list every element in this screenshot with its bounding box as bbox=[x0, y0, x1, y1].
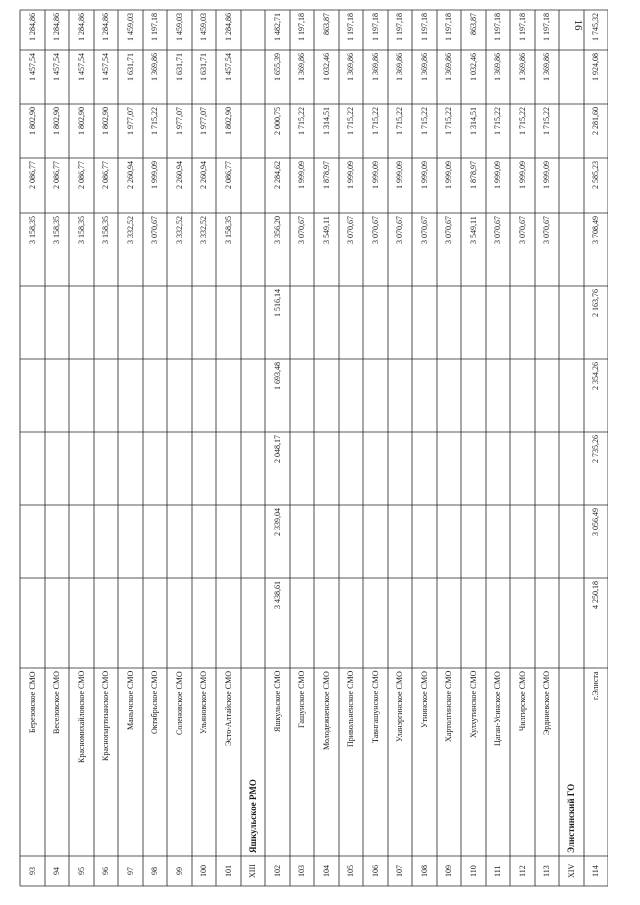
tariff-value: 1 369,86 bbox=[419, 53, 429, 81]
row-number: XIV bbox=[566, 863, 576, 878]
tariff-value: 863,87 bbox=[321, 13, 331, 35]
tariff-value: 1 369,86 bbox=[346, 53, 355, 81]
tariff-value: 1 369,86 bbox=[517, 53, 527, 81]
tariff-value: 1 802,90 bbox=[223, 107, 233, 135]
tariff-value: 1 715,22 bbox=[150, 107, 159, 135]
row-number: 105 bbox=[346, 865, 355, 877]
tariff-value: 2 260,94 bbox=[125, 161, 135, 189]
tariff-value: 2 354,26 bbox=[591, 362, 600, 390]
tariff-value: 1 284,86 bbox=[223, 13, 233, 41]
tariff-value: 3 438,61 bbox=[272, 581, 282, 609]
tariff-value: 3 158,35 bbox=[76, 216, 86, 244]
tariff-value: 3 070,67 bbox=[395, 216, 404, 244]
tariff-value: 1 369,86 bbox=[297, 53, 306, 81]
municipality-name: Молодежненское СМО bbox=[321, 671, 331, 750]
tariff-value: 1 999,09 bbox=[346, 161, 355, 189]
tariff-value: 3 070,67 bbox=[542, 216, 551, 244]
row-number: 109 bbox=[444, 865, 453, 877]
tariff-value: 2 048,17 bbox=[272, 435, 282, 463]
tariff-value: 2 260,94 bbox=[174, 161, 184, 189]
row-number: 103 bbox=[297, 865, 306, 877]
tariff-value: 1 715,22 bbox=[444, 107, 453, 135]
tariff-value: 1 369,86 bbox=[395, 53, 404, 81]
municipality-name: Соленовское СМО bbox=[174, 671, 184, 735]
tariff-value: 2 086,77 bbox=[223, 161, 233, 189]
tariff-value: 1 457,54 bbox=[52, 53, 61, 81]
municipality-name: Березовское СМО bbox=[27, 671, 37, 733]
tariff-value: 1 032,46 bbox=[468, 53, 478, 81]
tariff-value: 1 715,22 bbox=[517, 107, 527, 135]
tariff-value: 3 070,67 bbox=[419, 216, 429, 244]
tariff-value: 1 631,71 bbox=[125, 53, 135, 81]
tariff-value: 1 314,51 bbox=[468, 107, 478, 135]
municipality-name: Эсто-Алтайское СМО bbox=[223, 671, 233, 746]
row-number: 108 bbox=[419, 865, 429, 877]
tariff-value: 3 356,20 bbox=[272, 216, 282, 244]
tariff-value: 1 802,90 bbox=[52, 107, 61, 135]
tariff-value: 2 260,94 bbox=[199, 161, 208, 189]
row-number: 110 bbox=[468, 865, 478, 877]
row-number: 113 bbox=[542, 865, 551, 877]
page-number: 16 bbox=[572, 19, 584, 31]
tariff-value: 1 284,86 bbox=[27, 13, 37, 41]
tariff-value: 1 197,18 bbox=[493, 13, 502, 41]
tariff-value: 1 197,18 bbox=[542, 13, 551, 41]
tariff-value: 1 977,07 bbox=[199, 107, 208, 135]
tariff-value: 1 457,54 bbox=[76, 53, 86, 81]
municipality-name: Привольненское СМО bbox=[346, 670, 355, 747]
tariff-value: 1 284,86 bbox=[52, 13, 61, 41]
row-number: 99 bbox=[174, 867, 184, 875]
tariff-value: 3 070,67 bbox=[517, 216, 527, 244]
municipality-name: Манычское СМО bbox=[125, 670, 135, 730]
tariff-value: 1 878,97 bbox=[468, 161, 478, 189]
tariff-value: 1 032,46 bbox=[321, 53, 331, 81]
tariff-value: 863,87 bbox=[468, 13, 478, 35]
tariff-value: 2 163,76 bbox=[591, 289, 600, 317]
tariff-value: 1 999,09 bbox=[444, 161, 453, 189]
municipality-name: Яшкульское РМО bbox=[247, 779, 258, 853]
tariff-value: 3 332,52 bbox=[125, 216, 135, 244]
tariff-value: 1 631,71 bbox=[174, 53, 184, 81]
tariff-value: 1 999,09 bbox=[542, 161, 551, 189]
tariff-value: 1 284,86 bbox=[76, 13, 86, 41]
tariff-value: 3 158,35 bbox=[101, 216, 110, 244]
tariff-value: 1 977,07 bbox=[125, 107, 135, 135]
rotated-tariff-table bbox=[18, 8, 608, 888]
tariff-value: 1 197,18 bbox=[419, 13, 429, 41]
tariff-value: 1 999,09 bbox=[150, 161, 159, 189]
municipality-name: Красномихайловское СМО bbox=[76, 670, 86, 763]
tariff-value: 1 459,03 bbox=[174, 13, 184, 41]
tariff-value: 1 197,18 bbox=[395, 13, 404, 41]
row-number: XIII bbox=[248, 864, 257, 878]
tariff-value: 1 369,86 bbox=[370, 53, 380, 81]
tariff-value: 1 715,22 bbox=[419, 107, 429, 135]
municipality-name: Хулхутинское СМО bbox=[468, 670, 478, 738]
tariff-value: 4 250,18 bbox=[591, 581, 600, 609]
tariff-value: 1 999,09 bbox=[395, 161, 404, 189]
tariff-value: 2 086,77 bbox=[27, 161, 37, 189]
tariff-value: 1 999,09 bbox=[419, 161, 429, 189]
tariff-value: 1 878,97 bbox=[321, 161, 331, 189]
municipality-name: Тавнгашунское СМО bbox=[370, 670, 380, 743]
row-number: 96 bbox=[101, 867, 110, 875]
row-number: 94 bbox=[52, 867, 61, 875]
tariff-value: 1 745,32 bbox=[591, 13, 600, 41]
tariff-value: 1 999,09 bbox=[297, 161, 306, 189]
row-number: 104 bbox=[321, 865, 331, 877]
tariff-value: 1 715,22 bbox=[493, 107, 502, 135]
tariff-value: 1 715,22 bbox=[346, 107, 355, 135]
row-number: 97 bbox=[125, 867, 135, 875]
row-number: 100 bbox=[199, 865, 208, 877]
tariff-value: 2 585,23 bbox=[591, 161, 600, 189]
tariff-value: 1 802,90 bbox=[76, 107, 86, 135]
tariff-value: 1 715,22 bbox=[542, 107, 551, 135]
tariff-value: 1 284,86 bbox=[101, 13, 110, 41]
tariff-value: 1 197,18 bbox=[370, 13, 380, 41]
tariff-value: 1 802,90 bbox=[27, 107, 37, 135]
tariff-value: 1 457,54 bbox=[101, 53, 110, 81]
tariff-value: 1 197,18 bbox=[150, 13, 159, 41]
municipality-name: Утнинское СМО bbox=[419, 671, 429, 728]
tariff-value: 3 332,52 bbox=[199, 216, 208, 244]
tariff-value: 3 158,35 bbox=[52, 216, 61, 244]
tariff-value: 3 070,67 bbox=[370, 216, 380, 244]
tariff-value: 1 715,22 bbox=[370, 107, 380, 135]
tariff-value: 1 715,22 bbox=[297, 107, 306, 135]
row-number: 93 bbox=[27, 867, 37, 875]
tariff-value: 2 086,77 bbox=[52, 161, 61, 189]
tariff-value: 1 924,08 bbox=[591, 53, 600, 81]
tariff-value: 1 977,07 bbox=[174, 107, 184, 135]
tariff-value: 2 086,77 bbox=[101, 161, 110, 189]
row-number: 101 bbox=[223, 865, 233, 877]
tariff-value: 1 369,86 bbox=[150, 53, 159, 81]
tariff-value: 1 715,22 bbox=[395, 107, 404, 135]
row-number: 98 bbox=[150, 867, 159, 875]
tariff-value: 3 158,35 bbox=[27, 216, 37, 244]
tariff-value: 2 284,62 bbox=[272, 161, 282, 189]
tariff-value: 2 000,75 bbox=[272, 107, 282, 135]
tariff-value: 3 708,49 bbox=[591, 216, 600, 244]
tariff-value: 1 802,90 bbox=[101, 107, 110, 135]
tariff-value: 3 070,67 bbox=[444, 216, 453, 244]
tariff-value: 3 070,67 bbox=[297, 216, 306, 244]
tariff-value: 1 693,48 bbox=[272, 362, 282, 390]
tariff-value: 1 197,18 bbox=[297, 13, 306, 41]
tariff-value: 1 516,14 bbox=[272, 289, 282, 317]
row-number: 106 bbox=[370, 865, 380, 877]
tariff-value: 3 549,11 bbox=[321, 216, 331, 244]
tariff-value: 2 086,77 bbox=[76, 161, 86, 189]
tariff-value: 1 314,51 bbox=[321, 107, 331, 135]
row-number: 95 bbox=[76, 867, 86, 875]
tariff-value: 3 332,52 bbox=[174, 216, 184, 244]
row-number: 112 bbox=[517, 865, 527, 877]
municipality-name: Хартолгинское СМО bbox=[444, 670, 453, 742]
tariff-value: 1 999,09 bbox=[517, 161, 527, 189]
tariff-value: 1 482,71 bbox=[272, 13, 282, 41]
tariff-value: 2 735,26 bbox=[591, 435, 600, 463]
tariff-value: 3 158,35 bbox=[223, 216, 233, 244]
municipality-name: Яшкульское СМО bbox=[272, 670, 282, 732]
municipality-name: Уланэргинское СМО bbox=[395, 671, 404, 742]
tariff-value: 3 070,67 bbox=[493, 216, 502, 244]
tariff-value: 2 281,60 bbox=[591, 107, 600, 135]
tariff-value: 1 999,09 bbox=[370, 161, 380, 189]
tariff-value: 1 457,54 bbox=[27, 53, 37, 81]
tariff-value: 1 197,18 bbox=[517, 13, 527, 41]
row-number: 114 bbox=[591, 865, 600, 877]
row-number: 111 bbox=[493, 865, 502, 877]
row-number: 107 bbox=[395, 865, 404, 877]
tariff-value: 1 369,86 bbox=[493, 53, 502, 81]
tariff-value: 3 070,67 bbox=[346, 216, 355, 244]
municipality-name: Ульяновское СМО bbox=[199, 671, 208, 734]
municipality-name: Октябрьское СМО bbox=[150, 670, 159, 734]
municipality-name: Чилгирское СМО bbox=[517, 671, 527, 731]
municipality-name: Гашунское СМО bbox=[297, 670, 306, 728]
tariff-value: 1 197,18 bbox=[444, 13, 453, 41]
municipality-name: Краснопартизанское СМО bbox=[101, 670, 110, 761]
tariff-value: 1 457,54 bbox=[223, 53, 233, 81]
municipality-name: Эрдниевское СМО bbox=[542, 671, 551, 735]
municipality-name: Элистинский ГО bbox=[566, 783, 576, 853]
tariff-value: 1 631,71 bbox=[199, 53, 208, 81]
municipality-name: г.Элиста bbox=[591, 671, 600, 700]
municipality-name: Веселовское СМО bbox=[52, 671, 61, 734]
tariff-value: 1 655,39 bbox=[272, 53, 282, 81]
tariff-value: 1 459,03 bbox=[125, 13, 135, 41]
tariff-value: 1 999,09 bbox=[493, 161, 502, 189]
tariff-value: 3 070,67 bbox=[150, 216, 159, 244]
tariff-value: 3 549,11 bbox=[468, 216, 478, 244]
tariff-value: 2 339,04 bbox=[272, 508, 282, 536]
municipality-name: Цаган-Усинское СМО bbox=[493, 671, 502, 746]
tariff-value: 1 197,18 bbox=[346, 13, 355, 41]
tariff-value: 3 056,49 bbox=[591, 508, 600, 536]
row-number: 102 bbox=[272, 865, 282, 877]
tariff-value: 1 459,03 bbox=[199, 13, 208, 41]
tariff-value: 1 369,86 bbox=[444, 53, 453, 81]
tariff-value: 1 369,86 bbox=[542, 53, 551, 81]
